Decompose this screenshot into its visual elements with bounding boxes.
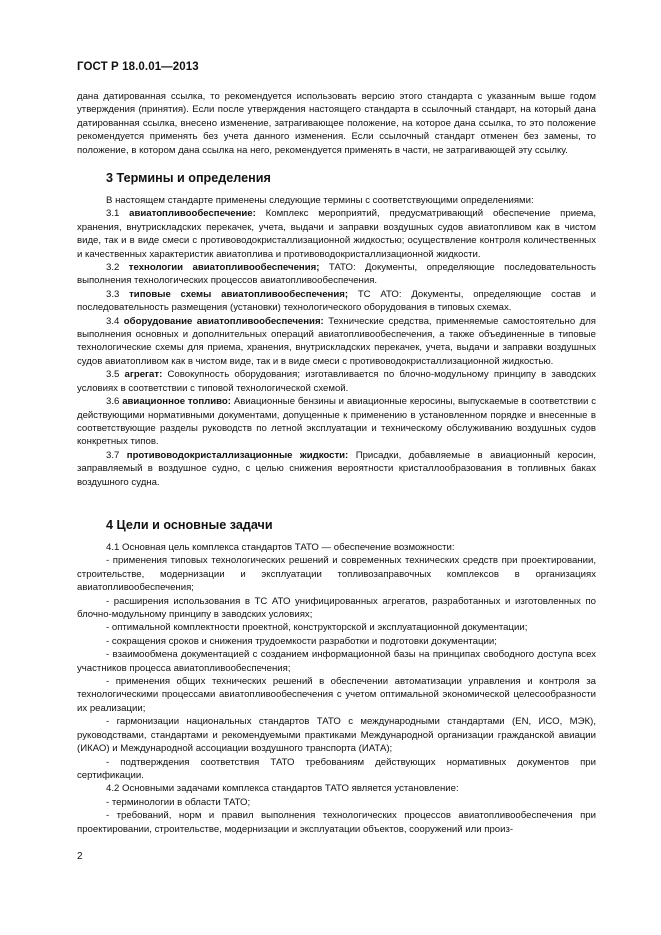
list-item: - требований, норм и правил выполнения технологических процессов авиатопливообеспечения при проектировании, строительстве, модернизации и эксплуатации объектов, сооружений или произ- [77, 810, 596, 835]
list-item: - сокращения сроков и снижения трудоемкости разработки и подготовки документации; [106, 635, 497, 647]
term-name: оборудование авиатопливообеспечения: [123, 315, 324, 327]
term-definition: Авиационные бензины и авиационные керосины, выпускаемые в соответствии с действующими нормативными документами, допущенные к применению в установленном порядке и внесенные в соответствующие разделы руководств по летной эксплуатации и техническому обслуживанию воздушных судов конкретных типов. [77, 396, 597, 448]
term-name: агрегат: [124, 369, 163, 381]
term-3-5 [77, 368, 596, 395]
term-number: 3.1 [106, 208, 120, 220]
intro-paragraph-text: дана датированная ссылка, то рекомендуется использовать версию этого стандарта с указанным выше годом утверждения (принятия). Если после утверждения настоящего стандарта в ссылочный стандарт, на который дана датированная ссылка, внесено изменение, затрагивающее положение, на которое дана ссылка, то это положение рекомендуется применять без учета данного изменения. Если ссылочный стандарт отменен без замены, то положение, в котором дана ссылка на него, рекомендуется применять в части, не затрагивающей эту ссылку. [77, 91, 596, 156]
term-definition: ТАТО: Документы, определяющие последовательность выполнения технологических процессов авиатопливообеспечения. [77, 262, 597, 287]
term-number: 3.6 [106, 396, 120, 408]
term-name: противоводокристаллизационные жидкости: [126, 449, 349, 461]
page-number: 2 [77, 851, 83, 862]
term-name: авиационное топливо: [122, 396, 231, 408]
section-4-body [77, 541, 596, 836]
term-3-7 [77, 449, 596, 489]
clause-4-2: 4.2 Основными задачами комплекса стандартов ТАТО является установление: [106, 783, 459, 795]
list-item: - применения типовых технологических решений и современных технических средств при проектировании, строительстве, модернизации и эксплуатации топливозаправочных комплексов в организациях авиатопливообеспечения; [77, 555, 596, 594]
term-number: 3.7 [106, 449, 120, 461]
term-definition: Технические средства, применяемые самостоятельно для выполнения основных и дополнительных операций авиатопливообеспечения, а также объединенные в типовые технологические схемы для приема, хранения, внутрискладских перекачек, учета, выдачи и заправки воздушных судов авиатопливом как в чистом виде, так и в виде смеси с противоводокристаллизационной жидкостью. [77, 315, 597, 367]
term-number: 3.2 [106, 262, 120, 274]
section-3-title: 3 Термины и определения [106, 171, 271, 185]
term-3-1 [77, 207, 596, 261]
clause-4-1: 4.1 Основная цель комплекса стандартов ТАТО — обеспечение возможности: [106, 542, 455, 553]
list-item: - подтверждения соответствия ТАТО требованиям действующих нормативных документов при сертификации. [77, 756, 596, 781]
term-number: 3.5 [106, 369, 120, 381]
standard-code-header: ГОСТ Р 18.0.01—2013 [77, 61, 199, 73]
list-item: - применения общих технических решений в обеспечении автоматизации управления и контроля за технологическими процессами авиатопливообеспечения с учетом оптимальной экономической целесообразности их реализации; [77, 676, 596, 714]
term-name: авиатопливообеспечение: [129, 208, 256, 220]
term-3-2 [77, 261, 596, 288]
term-3-6 [77, 395, 596, 449]
term-definition: Комплекс мероприятий, предусматривающий обеспечение приема, хранения, внутрискладских перекачек, учета, выдачи и заправки воздушных судов авиатопливом как в чистом виде, так и в виде смеси с противоводокристаллизационной жидкостью; осуществление контроля количественных и качественных характеристик авиатоплива и противоводокристаллизационной жидкости. [77, 208, 596, 260]
term-number: 3.4 [106, 315, 120, 327]
term-number: 3.3 [106, 288, 120, 300]
list-item: - терминологии в области ТАТО; [106, 796, 251, 808]
term-name: типовые схемы авиатопливообеспечения; [129, 288, 349, 300]
section-4-title: 4 Цели и основные задачи [106, 518, 273, 532]
term-definition: Присадки, добавляемые в авиационный керосин, заправляемый в воздушное судно, с целью снижения вероятности кристаллообразования в топливных баках воздушного судна. [77, 449, 597, 488]
list-item: - гармонизации национальных стандартов ТАТО с международными стандартами (EN, ИСО, МЭК), руководствами, стандартами и рекомендуемыми практиками Международной организации гражданской авиации (ИКАО) и Международной ассоциации воздушного транспорта (ИАТА); [77, 716, 596, 755]
term-definition: ТС АТО: Документы, определяющие состав и последовательность размещения (установки) технологического оборудования в типовых схемах. [77, 288, 597, 314]
list-item: - оптимальной комплектности проектной, конструкторской и эксплуатационной документации; [106, 622, 528, 634]
list-item: - взаимообмена документацией с созданием информационной базы на принципах свободного доступа всех участников процесса авиатопливообеспечения; [77, 649, 596, 674]
section-3-body [77, 194, 596, 489]
term-3-3 [77, 288, 596, 315]
list-item: - расширения использования в ТС АТО унифицированных агрегатов, разработанных и изготовленных по блочно-модульному принципу в заводских условиях; [77, 595, 596, 621]
term-definition: Совокупность оборудования; изготавливается по блочно-модульному принципу в заводских условиях в соответствии с типовой технологической схемой. [77, 369, 596, 394]
term-3-4 [77, 315, 596, 369]
section-3-lead: В настоящем стандарте применены следующие термины с соответствующими определениями: [106, 195, 534, 206]
term-name: технологии авиатопливообеспечения; [128, 262, 320, 274]
intro-paragraph [77, 90, 596, 157]
